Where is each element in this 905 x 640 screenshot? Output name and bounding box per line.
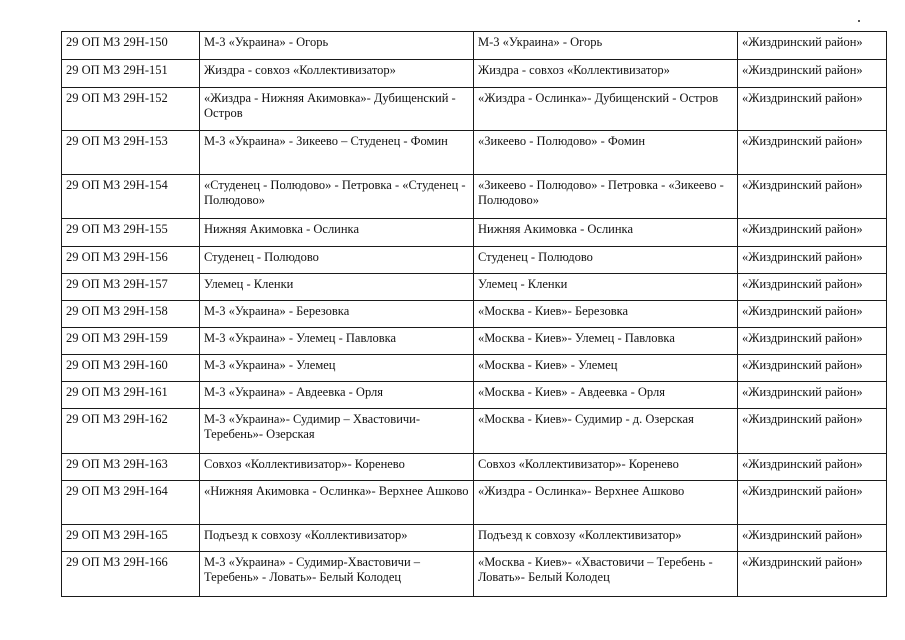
road-id-cell: 29 ОП МЗ 29Н-165	[62, 525, 200, 552]
road-route-cell: М-3 «Украина» - Огорь	[474, 32, 738, 60]
road-name-cell: Студенец - Полюдово	[200, 247, 474, 274]
district-cell: «Жиздринский район»	[738, 525, 887, 552]
road-route-cell: «Москва - Киев»- Березовка	[474, 301, 738, 328]
road-route-cell: Улемец - Кленки	[474, 274, 738, 301]
district-cell: «Жиздринский район»	[738, 382, 887, 409]
road-id-cell: 29 ОП МЗ 29Н-151	[62, 60, 200, 88]
district-cell: «Жиздринский район»	[738, 481, 887, 525]
table-row	[62, 355, 887, 382]
road-route-cell: «Москва - Киев»- Судимир - д. Озерская	[474, 409, 738, 454]
district-cell: «Жиздринский район»	[738, 32, 887, 60]
road-name-cell: Совхоз «Коллективизатор»- Коренево	[200, 454, 474, 481]
district-cell: «Жиздринский район»	[738, 355, 887, 382]
road-name-cell: «Нижняя Акимовка - Ослинка»- Верхнее Ашково	[200, 481, 474, 525]
table-row	[62, 247, 887, 274]
district-cell: «Жиздринский район»	[738, 274, 887, 301]
road-name-cell: Нижняя Акимовка - Ослинка	[200, 219, 474, 247]
road-name-cell: «Студенец - Полюдово» - Петровка - «Студенец - Полюдово»	[200, 175, 474, 219]
road-id-cell: 29 ОП МЗ 29Н-156	[62, 247, 200, 274]
road-route-cell: «Жиздра - Ослинка»- Дубищенский - Остров	[474, 88, 738, 131]
road-id-cell: 29 ОП МЗ 29Н-158	[62, 301, 200, 328]
district-cell: «Жиздринский район»	[738, 88, 887, 131]
road-id-cell: 29 ОП МЗ 29Н-162	[62, 409, 200, 454]
road-route-cell: «Москва - Киев» - Авдеевка - Орля	[474, 382, 738, 409]
road-route-cell: Нижняя Акимовка - Ослинка	[474, 219, 738, 247]
road-route-cell: «Жиздра - Ослинка»- Верхнее Ашково	[474, 481, 738, 525]
road-id-cell: 29 ОП МЗ 29Н-154	[62, 175, 200, 219]
road-name-cell: М-3 «Украина»- Судимир – Хвастовичи-Теребень»- Озерская	[200, 409, 474, 454]
table-row	[62, 382, 887, 409]
table-row	[62, 481, 887, 525]
district-cell: «Жиздринский район»	[738, 219, 887, 247]
road-id-cell: 29 ОП МЗ 29Н-163	[62, 454, 200, 481]
table-row	[62, 88, 887, 131]
road-id-cell: 29 ОП МЗ 29Н-160	[62, 355, 200, 382]
district-cell: «Жиздринский район»	[738, 454, 887, 481]
road-route-cell: Жиздра - совхоз «Коллективизатор»	[474, 60, 738, 88]
table-row	[62, 301, 887, 328]
road-name-cell: Жиздра - совхоз «Коллективизатор»	[200, 60, 474, 88]
table-row	[62, 175, 887, 219]
table-row	[62, 525, 887, 552]
table-row	[62, 60, 887, 88]
road-id-cell: 29 ОП МЗ 29Н-150	[62, 32, 200, 60]
road-route-cell: Студенец - Полюдово	[474, 247, 738, 274]
road-name-cell: М-3 «Украина» - Судимир-Хвастовичи – Теребень» - Ловать»- Белый Колодец	[200, 552, 474, 597]
table-row	[62, 552, 887, 597]
road-route-cell: «Москва - Киев»- «Хвастовичи – Теребень - Ловать»- Белый Колодец	[474, 552, 738, 597]
table-row	[62, 32, 887, 60]
road-id-cell: 29 ОП МЗ 29Н-155	[62, 219, 200, 247]
table-row	[62, 328, 887, 355]
road-route-cell: «Москва - Киев»- Улемец - Павловка	[474, 328, 738, 355]
road-id-cell: 29 ОП МЗ 29Н-161	[62, 382, 200, 409]
road-name-cell: М-3 «Украина» - Улемец	[200, 355, 474, 382]
road-id-cell: 29 ОП МЗ 29Н-159	[62, 328, 200, 355]
district-cell: «Жиздринский район»	[738, 175, 887, 219]
road-name-cell: Подъезд к совхозу «Коллективизатор»	[200, 525, 474, 552]
table-row	[62, 454, 887, 481]
district-cell: «Жиздринский район»	[738, 552, 887, 597]
road-route-cell: Подъезд к совхозу «Коллективизатор»	[474, 525, 738, 552]
roads-table	[61, 31, 887, 597]
district-cell: «Жиздринский район»	[738, 247, 887, 274]
road-route-cell: «Москва - Киев» - Улемец	[474, 355, 738, 382]
road-route-cell: Совхоз «Коллективизатор»- Коренево	[474, 454, 738, 481]
road-id-cell: 29 ОП МЗ 29Н-157	[62, 274, 200, 301]
road-name-cell: М-3 «Украина» - Зикеево – Студенец - Фомин	[200, 131, 474, 175]
road-route-cell: «Зикеево - Полюдово» - Петровка - «Зикеево - Полюдово»	[474, 175, 738, 219]
table-row	[62, 131, 887, 175]
road-name-cell: М-3 «Украина» - Авдеевка - Орля	[200, 382, 474, 409]
road-id-cell: 29 ОП МЗ 29Н-166	[62, 552, 200, 597]
district-cell: «Жиздринский район»	[738, 301, 887, 328]
road-id-cell: 29 ОП МЗ 29Н-153	[62, 131, 200, 175]
district-cell: «Жиздринский район»	[738, 131, 887, 175]
road-id-cell: 29 ОП МЗ 29Н-152	[62, 88, 200, 131]
table-row	[62, 274, 887, 301]
road-name-cell: М-3 «Украина» - Березовка	[200, 301, 474, 328]
table-row	[62, 409, 887, 454]
district-cell: «Жиздринский район»	[738, 60, 887, 88]
district-cell: «Жиздринский район»	[738, 328, 887, 355]
scan-speck	[858, 20, 860, 22]
road-name-cell: «Жиздра - Нижняя Акимовка»- Дубищенский - Остров	[200, 88, 474, 131]
table-row	[62, 219, 887, 247]
district-cell: «Жиздринский район»	[738, 409, 887, 454]
road-name-cell: М-3 «Украина» - Улемец - Павловка	[200, 328, 474, 355]
road-id-cell: 29 ОП МЗ 29Н-164	[62, 481, 200, 525]
road-name-cell: М-3 «Украина» - Огорь	[200, 32, 474, 60]
road-name-cell: Улемец - Кленки	[200, 274, 474, 301]
road-route-cell: «Зикеево - Полюдово» - Фомин	[474, 131, 738, 175]
